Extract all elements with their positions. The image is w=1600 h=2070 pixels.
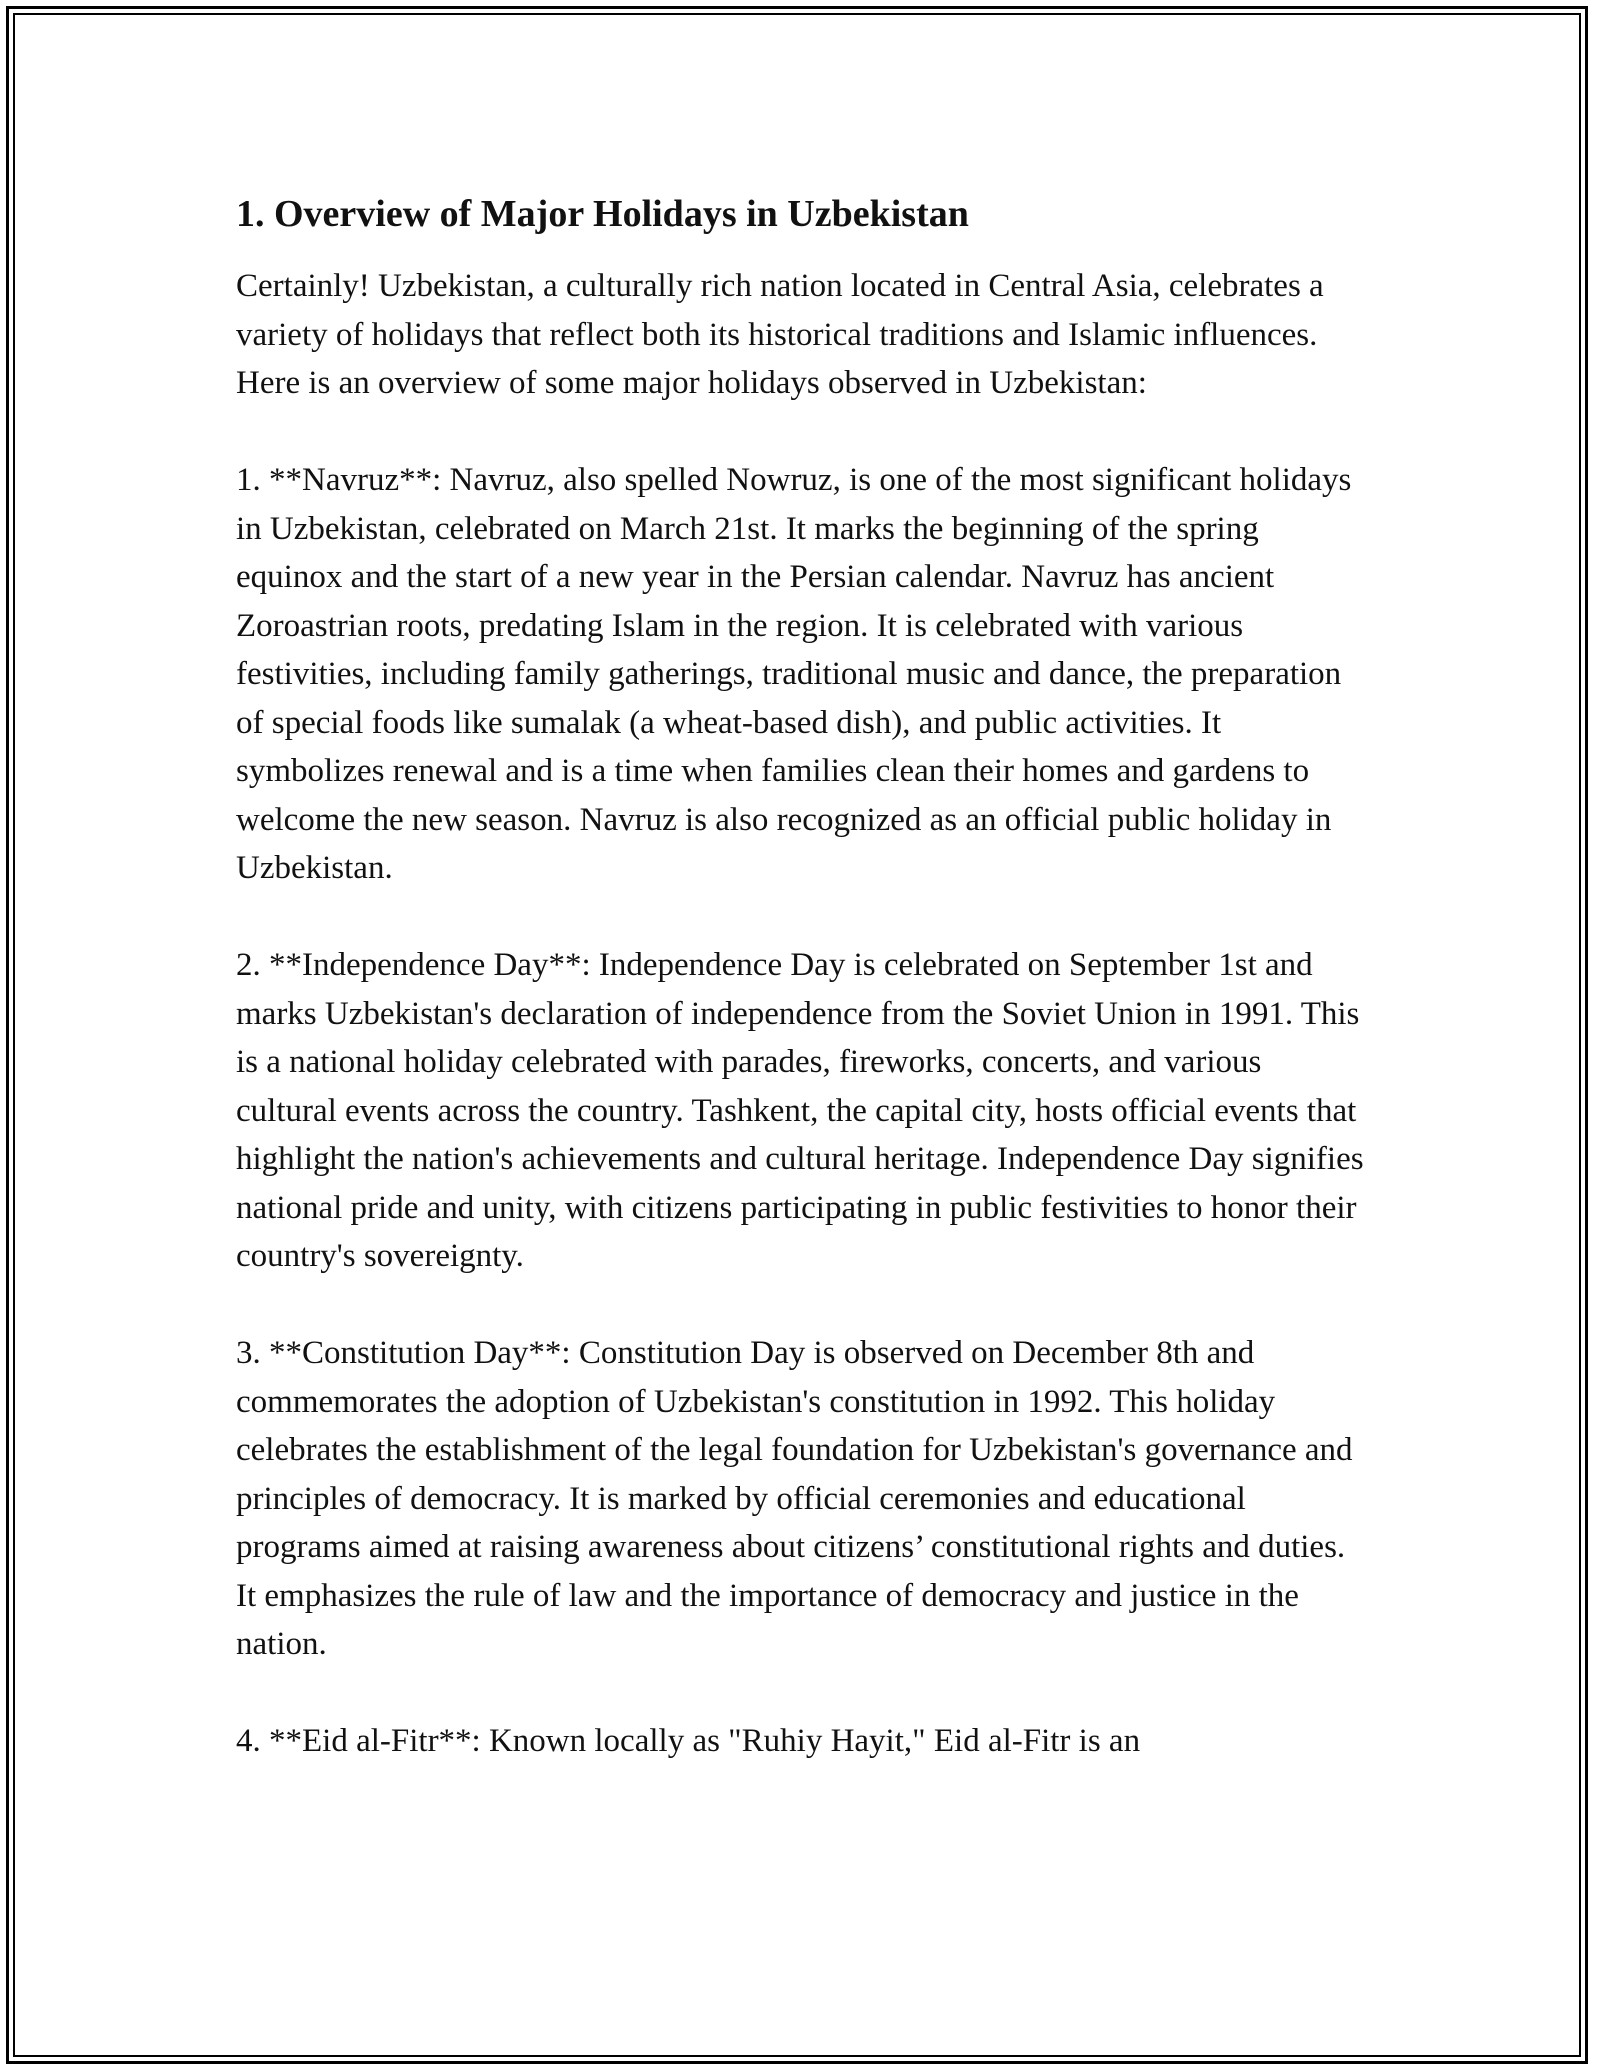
intro-paragraph: Certainly! Uzbekistan, a culturally rich nation located in Central Asia, celebrates a variety of holidays that reflect both its historical traditions and Islamic influences. Here is an overview of some major holidays observed in Uzbekistan: — [236, 268, 1324, 401]
navruz-paragraph: 1. **Navruz**: Navruz, also spelled Nowruz, is one of the most significant holidays in Uzbekistan, celebrated on March 21st. It marks the beginning of the spring equinox and the start of a new year in the Persian calendar. Navruz has ancient Zoroastrian roots, predating Islam in the region. It is celebrated with various festivities, including family gatherings, traditional music and dance, the preparation of special foods like sumalak (a wheat-based dish), and public activities. It symbolizes renewal and is a time when families clean their homes and gardens to welcome the new season. Navruz is also recognized as an official public holiday in Uzbekistan. — [236, 462, 1352, 886]
constitution-day-paragraph: 3. **Constitution Day**: Constitution Day is observed on December 8th and commemorates the adoption of Uzbekistan's constitution in 1992. This holiday celebrates the establishment of the legal foundation for Uzbekistan's governance and principles of democracy. It is marked by official ceremonies and educational programs aimed at raising awareness about citizens’ constitutional rights and duties. It emphasizes the rule of law and the importance of democracy and justice in the nation. — [236, 1335, 1353, 1662]
document-title: 1. Overview of Major Holidays in Uzbekistan — [236, 193, 969, 235]
eid-al-fitr-paragraph: 4. **Eid al-Fitr**: Known locally as "Ruhiy Hayit," Eid al-Fitr is an — [236, 1723, 1141, 1759]
independence-day-paragraph: 2. **Independence Day**: Independence Day is celebrated on September 1st and marks Uzbekistan's declaration of independence from the Soviet Union in 1991. This is a national holiday celebrated with parades, fireworks, concerts, and various cultural events across the country. Tashkent, the capital city, hosts official events that highlight the nation's achievements and cultural heritage. Independence Day signifies national pride and unity, with citizens participating in public festivities to honor their country's sovereignty. — [236, 947, 1364, 1274]
document-body — [236, 186, 1366, 1814]
